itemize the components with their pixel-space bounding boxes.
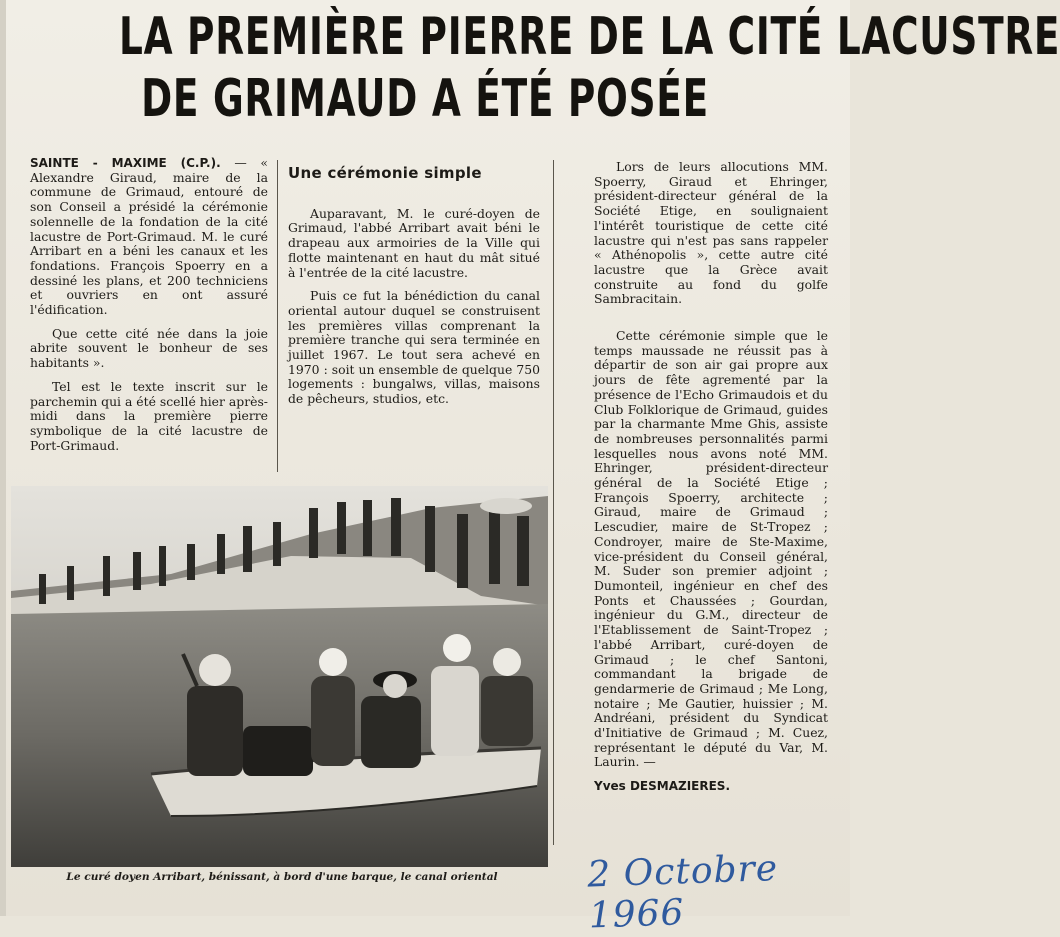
column-3: [594, 160, 828, 794]
news-photo: [11, 486, 548, 867]
column-divider: [553, 160, 554, 845]
column-3-paragraph-1: Lors de leurs allocutions MM. Spoerry, Giraud et Ehringer, président-directeur général de la Société Etige, en soulignaient l'intérêt touristique de cette cité lacustre qui n'est pas sans rappeler « Athénopolis », cette autre cité lacustre que la Grèce avait construite au fond du golfe Sambracitain.: [594, 159, 828, 307]
subheading: Une cérémonie simple: [288, 164, 482, 182]
column-3-paragraph-2: Cette cérémonie simple que le temps maussade ne réussit pas à départir de son air gai propre aux jours de fête agrementé par la présence de l'Echo Grimaudois et du Club Folklorique de Grimaud, guides par la charmante Mme Ghis, assiste de nombreuses personnalités parmi lesquelles nous avons noté MM. Ehringer, président-directeur général de la Société Etige ; François Spoerry, architecte ; Giraud, maire de Grimaud ; Lescudier, maire de St-Tropez ; Condroyer, maire de Ste-Maxime, vice-président du Conseil général, M. Suder son premier adjoint ; Dumonteil, ingénieur en chef des Ponts et Chaussées ; Gourdan, ingénieur du G.M., directeur de l'Etablissement de Saint-Tropez ; l'abbé Arribart, curé-doyen de Grimaud ; le chef Santoni, commandant la brigade de gendarmerie de Grimaud ; Me Long, notaire ; Me Gautier, huissier ; M. Andréani, président du Syndicat d'Initiative de Grimaud ; M. Cuez, représentant le député du Var, M. Laurin. —: [594, 328, 828, 770]
handwritten-date: 2 Octobre 1966: [586, 847, 779, 937]
column-2-paragraph-1: Auparavant, M. le curé-doyen de Grimaud, l'abbé Arribart avait béni le drapeau aux armoiries de la Ville qui flotte maintenant en haut du mât situé à l'entrée de la cité lacustre.: [288, 205, 540, 280]
column-2-paragraph-2: Puis ce fut la bénédiction du canal oriental autour duquel se construisent les premières villas comprenant la première tranche qui sera terminée en juillet 1967. Le tout sera achevé en 1970 : soit un ensemble de quelque 750 logements : bungalws, villas, maisons de pêcheurs, studios, etc.: [288, 288, 540, 407]
column-2: [288, 166, 540, 416]
author-signature: Yves DESMAZIERES.: [594, 779, 731, 794]
dateline: SAINTE - MAXIME (C.P.).: [30, 156, 221, 170]
column-1-paragraph-3: Tel est le texte inscrit sur le parchemin qui a été scellé hier après-midi dans la première pierre symbolique de la cité lacustre de Port-Grimaud.: [30, 378, 268, 453]
headline-line-2: DE GRIMAUD A ÉTÉ POSÉE: [141, 69, 709, 129]
headline: [119, 6, 1060, 130]
photo-caption: Le curé doyen Arribart, bénissant, à bord d'une barque, le canal oriental: [66, 871, 498, 883]
boat-on-canal-photo: [11, 486, 548, 867]
column-1: [30, 156, 268, 462]
column-1-paragraph-2: Que cette cité née dans la joie abrite souvent le bonheur de ses habitants ».: [30, 325, 268, 371]
page-edge: [0, 0, 6, 916]
column-1-paragraph-1: — « Alexandre Giraud, maire de la commune de Grimaud, entouré de son Conseil a présidé la cérémonie solennelle de la fondation de la cité lacustre de Port-Grimaud. M. le curé Arribart en a béni les canaux et les fondations. François Spoerry en a dessiné les plans, et 200 techniciens et ouvriers en ont assuré l'édification.: [30, 155, 268, 318]
headline-line-1: LA PREMIÈRE PIERRE DE LA CITÉ LACUSTRE: [119, 7, 1060, 67]
column-divider: [277, 160, 278, 472]
